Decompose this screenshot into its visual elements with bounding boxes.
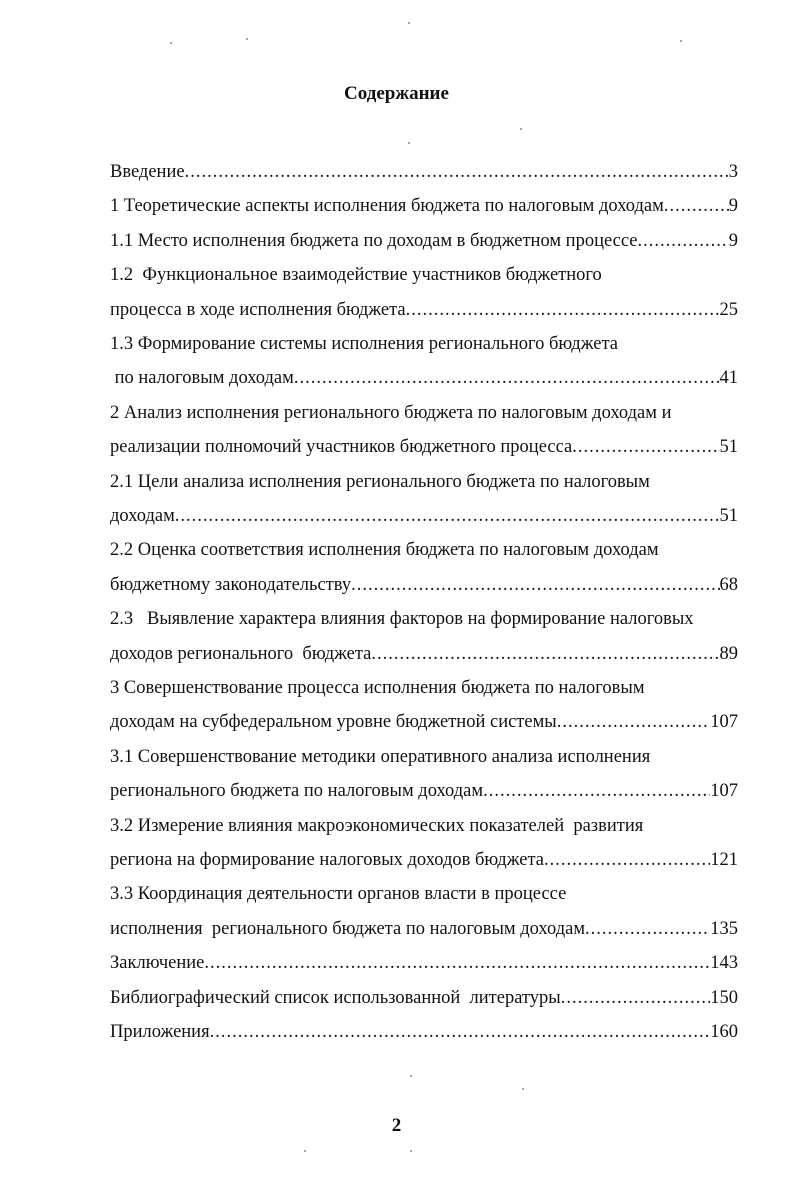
toc-leader-dots	[371, 642, 719, 666]
toc-entry-title: 3.3 Координация деятельности органов власти в процессе	[110, 884, 567, 904]
toc-entry-title: Заключение	[110, 953, 205, 973]
toc-entry-line	[110, 538, 738, 562]
toc-page-number: 51	[719, 506, 738, 526]
toc-entry	[110, 951, 738, 975]
toc-page-number: 3	[728, 162, 738, 182]
toc-page-number: 160	[710, 1022, 738, 1042]
toc-entry-line	[110, 882, 738, 906]
scan-speck	[680, 40, 682, 42]
toc-leader-dots	[204, 951, 710, 975]
scan-speck	[522, 1088, 524, 1090]
toc-leader-dots	[351, 573, 719, 597]
toc-entry	[110, 194, 738, 218]
toc-entry-title: исполнения регионального бюджета по налоговым доходам	[110, 919, 586, 939]
scan-speck	[410, 1075, 412, 1077]
toc-entry-line	[110, 263, 738, 287]
toc-leader-dots	[557, 710, 711, 734]
toc-leader-dots	[175, 504, 720, 528]
toc-entry-title: Приложения	[110, 1022, 210, 1042]
toc-entry-title: Введение	[110, 162, 185, 182]
toc-page-number: 89	[719, 644, 738, 664]
toc-leader-dots	[664, 194, 729, 218]
toc-entry-title: 3.1 Совершенствование методики оперативного анализа исполнения	[110, 747, 651, 767]
toc-entry-title: по налоговым доходам	[110, 368, 294, 388]
toc-entry-title: процесса в ходе исполнения бюджета	[110, 300, 406, 320]
toc-entry	[110, 298, 738, 322]
toc-entry-title: региона на формирование налоговых доходов бюджета	[110, 850, 544, 870]
toc-page-number: 121	[710, 850, 738, 870]
toc-entry-title: Библиографический список использованной литературы	[110, 988, 561, 1008]
toc-entry	[110, 1020, 738, 1044]
toc-entry-line	[110, 814, 738, 838]
toc-entry	[110, 848, 738, 872]
toc-entry-title: 1.2 Функциональное взаимодействие участников бюджетного	[110, 265, 602, 285]
toc-entry	[110, 917, 738, 941]
toc-leader-dots	[561, 986, 711, 1010]
toc-entry	[110, 504, 738, 528]
toc-entry-line	[110, 401, 738, 425]
toc-leader-dots	[210, 1020, 711, 1044]
toc-entry-title: 1.1 Место исполнения бюджета по доходам в бюджетном процессе	[110, 231, 638, 251]
toc-page-number: 9	[728, 196, 738, 216]
toc-entry-line	[110, 470, 738, 494]
toc-entry	[110, 986, 738, 1010]
toc-leader-dots	[185, 160, 729, 184]
toc-entry-title: 1.3 Формирование системы исполнения регионального бюджета	[110, 334, 618, 354]
toc-leader-dots	[638, 229, 729, 253]
scan-speck	[520, 128, 522, 130]
toc-page-number: 51	[719, 437, 738, 457]
toc-page-number: 107	[710, 712, 738, 732]
toc-entry-title: 3 Совершенствование процесса исполнения бюджета по налоговым	[110, 678, 645, 698]
toc-entry-title: 2.3 Выявление характера влияния факторов на формирование налоговых	[110, 609, 694, 629]
toc-entry-title: бюджетному законодательству	[110, 575, 352, 595]
toc-page-number: 143	[710, 953, 738, 973]
toc-leader-dots	[406, 298, 720, 322]
toc-entry	[110, 642, 738, 666]
toc-leader-dots	[585, 917, 710, 941]
scan-speck	[170, 42, 172, 44]
scan-speck	[410, 1150, 412, 1152]
toc-entry-title: доходов регионального бюджета	[110, 644, 372, 664]
toc-leader-dots	[294, 366, 720, 390]
toc-entry-title: 2.1 Цели анализа исполнения регионального бюджета по налоговым	[110, 472, 650, 492]
toc-entry	[110, 160, 738, 184]
toc-entry-title: 1 Теоретические аспекты исполнения бюджета по налоговым доходам	[110, 196, 664, 216]
toc-entry-line	[110, 676, 738, 700]
toc-page-number: 150	[710, 988, 738, 1008]
toc-entry	[110, 229, 738, 253]
toc-entry-title: реализации полномочий участников бюджетного процесса	[110, 437, 573, 457]
toc-entry-title: 2 Анализ исполнения регионального бюджета по налоговым доходам и	[110, 403, 672, 423]
toc-page-number: 41	[719, 368, 738, 388]
toc-entry-title: доходам	[110, 506, 175, 526]
toc-entry-line	[110, 745, 738, 769]
toc-entry-title: 3.2 Измерение влияния макроэкономических показателей развития	[110, 816, 644, 836]
scan-speck	[246, 38, 248, 40]
toc-leader-dots	[544, 848, 710, 872]
page-title: Содержание	[344, 83, 449, 104]
toc-page-number: 135	[710, 919, 738, 939]
toc-entry-title: 2.2 Оценка соответствия исполнения бюджета по налоговым доходам	[110, 540, 659, 560]
toc-page-number: 25	[719, 300, 738, 320]
toc-entry-title: регионального бюджета по налоговым доходам	[110, 781, 484, 801]
toc-entry	[110, 435, 738, 459]
toc-page-number: 68	[719, 575, 738, 595]
toc-entry	[110, 366, 738, 390]
page-number: 2	[391, 1115, 402, 1136]
toc-entry-line	[110, 607, 738, 631]
toc-entry	[110, 573, 738, 597]
toc-entry-line	[110, 332, 738, 356]
toc-leader-dots	[572, 435, 719, 459]
toc-entry	[110, 710, 738, 734]
toc-entry	[110, 779, 738, 803]
scan-speck	[304, 1150, 306, 1152]
scan-speck	[408, 142, 410, 144]
toc-page-number: 9	[728, 231, 738, 251]
toc-page-number: 107	[710, 781, 738, 801]
toc-leader-dots	[483, 779, 710, 803]
toc-entry-title: доходам на субфедеральном уровне бюджетной системы	[110, 712, 557, 732]
scan-speck	[408, 22, 410, 24]
